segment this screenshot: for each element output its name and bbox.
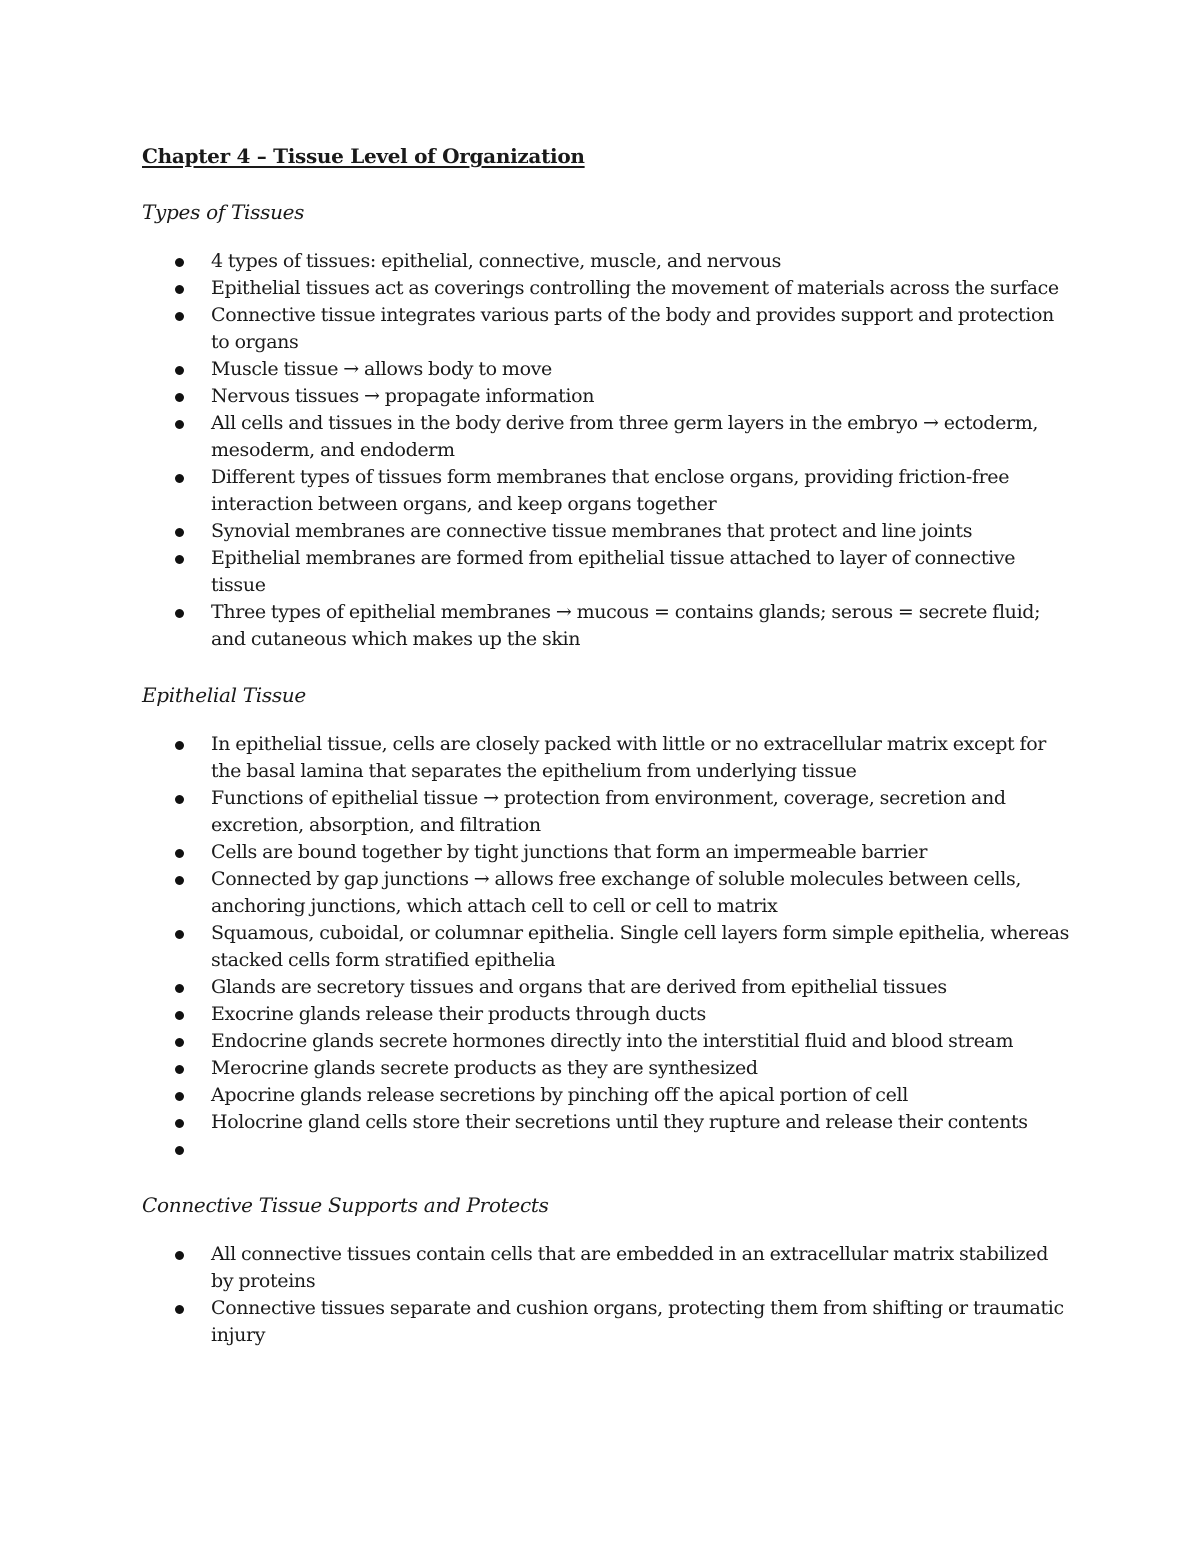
bullet-icon xyxy=(175,474,184,483)
list-item-text: Exocrine glands release their products through ducts xyxy=(211,1003,706,1025)
list-item xyxy=(142,356,1072,383)
list-item-text: Glands are secretory tissues and organs that are derived from epithelial tissues xyxy=(211,976,947,998)
list-item-text: Connective tissues separate and cushion organs, protecting them from shifting or traumatic injury xyxy=(211,1297,1064,1346)
list-item-text: Epithelial tissues act as coverings controlling the movement of materials across the surface xyxy=(211,277,1059,299)
list-item xyxy=(142,1001,1072,1028)
chapter-title: Chapter 4 – Tissue Level of Organization xyxy=(142,144,585,168)
bullet-icon xyxy=(175,849,184,858)
list-item-text: Squamous, cuboidal, or columnar epithelia. Single cell layers form simple epithelia, whereas stacked cells form stratified epithelia xyxy=(211,922,1070,971)
bullet-icon xyxy=(175,1119,184,1128)
section-heading: Epithelial Tissue xyxy=(142,683,306,707)
list-item-text: Muscle tissue → allows body to move xyxy=(211,358,552,380)
list-item xyxy=(142,383,1072,410)
list-item-text: Merocrine glands secrete products as they are synthesized xyxy=(211,1057,758,1079)
bullet-icon xyxy=(175,1038,184,1047)
list-item-text: Connective tissue integrates various parts of the body and provides support and protection to organs xyxy=(211,304,1054,353)
bullet-icon xyxy=(175,528,184,537)
list-item-text: Synovial membranes are connective tissue membranes that protect and line joints xyxy=(211,520,973,542)
bullet-icon xyxy=(175,1011,184,1020)
bullet-list xyxy=(142,731,1072,1163)
bullet-icon xyxy=(175,795,184,804)
list-item-text: Functions of epithelial tissue → protection from environment, coverage, secretion and excretion, absorption, and filtration xyxy=(211,787,1006,836)
document-page xyxy=(142,140,1072,1375)
list-item xyxy=(142,866,1072,920)
section-heading: Connective Tissue Supports and Protects xyxy=(142,1193,549,1217)
bullet-icon xyxy=(175,258,184,267)
list-item xyxy=(142,785,1072,839)
bullet-icon xyxy=(175,285,184,294)
bullet-list xyxy=(142,1241,1072,1349)
bullet-icon xyxy=(175,1065,184,1074)
bullet-icon xyxy=(175,876,184,885)
sections-container xyxy=(142,196,1072,1349)
bullet-icon xyxy=(175,312,184,321)
bullet-icon xyxy=(175,609,184,618)
bullet-icon xyxy=(175,741,184,750)
list-item-text: Apocrine glands release secretions by pinching off the apical portion of cell xyxy=(211,1084,908,1106)
list-item xyxy=(142,839,1072,866)
bullet-list xyxy=(142,248,1072,653)
list-item-text: Three types of epithelial membranes → mucous = contains glands; serous = secrete fluid; and cutaneous which makes up the skin xyxy=(211,601,1041,650)
list-item xyxy=(142,545,1072,599)
bullet-icon xyxy=(175,1305,184,1314)
list-item xyxy=(142,464,1072,518)
bullet-icon xyxy=(175,366,184,375)
list-item xyxy=(142,248,1072,275)
list-item xyxy=(142,302,1072,356)
list-item xyxy=(142,920,1072,974)
list-item-text: Nervous tissues → propagate information xyxy=(211,385,595,407)
bullet-icon xyxy=(175,393,184,402)
list-item xyxy=(142,1295,1072,1349)
list-item-text: Epithelial membranes are formed from epithelial tissue attached to layer of connective tissue xyxy=(211,547,1016,596)
list-item-text: Cells are bound together by tight junctions that form an impermeable barrier xyxy=(211,841,928,863)
list-item-text: Holocrine gland cells store their secretions until they rupture and release their contents xyxy=(211,1111,1028,1133)
list-item xyxy=(142,1082,1072,1109)
list-item xyxy=(142,275,1072,302)
bullet-icon xyxy=(175,1251,184,1260)
list-item xyxy=(142,518,1072,545)
list-item xyxy=(142,1241,1072,1295)
section-heading: Types of Tissues xyxy=(142,200,305,224)
list-item-text: Different types of tissues form membranes that enclose organs, providing friction-free interaction between organs, and keep organs together xyxy=(211,466,1010,515)
list-item-text: All connective tissues contain cells that are embedded in an extracellular matrix stabilized by proteins xyxy=(211,1243,1049,1292)
bullet-icon xyxy=(175,555,184,564)
bullet-icon xyxy=(175,1092,184,1101)
bullet-icon xyxy=(175,930,184,939)
list-item-text: In epithelial tissue, cells are closely packed with little or no extracellular matrix except for the basal lamina that separates the epithelium from underlying tissue xyxy=(211,733,1047,782)
list-item-text: All cells and tissues in the body derive from three germ layers in the embryo → ectoderm, mesoderm, and endoderm xyxy=(211,412,1039,461)
list-item xyxy=(142,1028,1072,1055)
list-item-text: 4 types of tissues: epithelial, connective, muscle, and nervous xyxy=(211,250,782,272)
list-item xyxy=(142,1109,1072,1136)
list-item xyxy=(142,1136,1072,1163)
list-item xyxy=(142,599,1072,653)
bullet-icon xyxy=(175,984,184,993)
list-item-text: Endocrine glands secrete hormones directly into the interstitial fluid and blood stream xyxy=(211,1030,1014,1052)
list-item-text: Connected by gap junctions → allows free exchange of soluble molecules between cells, anchoring junctions, which attach cell to cell or cell to matrix xyxy=(211,868,1022,917)
bullet-icon xyxy=(175,1146,184,1155)
list-item xyxy=(142,731,1072,785)
list-item xyxy=(142,410,1072,464)
list-item xyxy=(142,1055,1072,1082)
list-item xyxy=(142,974,1072,1001)
bullet-icon xyxy=(175,420,184,429)
